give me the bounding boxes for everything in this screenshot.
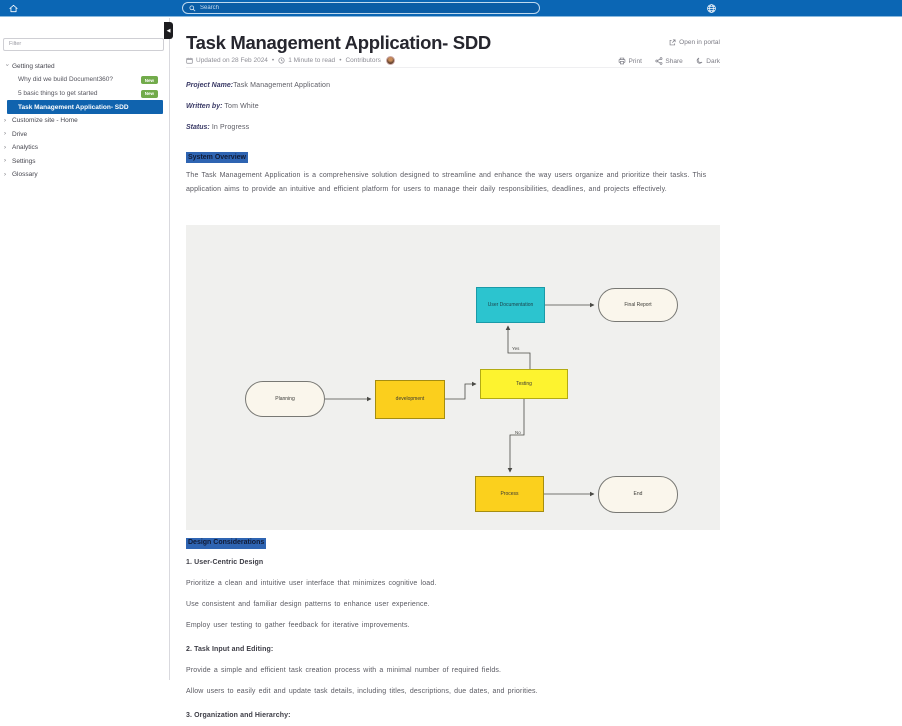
chevron-right-icon: ›	[4, 144, 6, 151]
paragraph: Use consistent and familiar design patterns to enhance user experience.	[186, 601, 430, 608]
article-actions	[618, 57, 720, 65]
print-icon	[618, 57, 626, 65]
sidebar-item-analytics[interactable]	[0, 141, 169, 155]
contributor-avatar[interactable]	[386, 56, 395, 65]
top-navigation-bar	[0, 0, 902, 17]
external-link-icon	[669, 39, 676, 46]
meta-separator: •	[271, 57, 275, 64]
sidebar-item-label: Settings	[12, 157, 36, 165]
share-button[interactable]	[655, 57, 683, 65]
system-overview-text: The Task Management Application is a comprehensive solution designed to streamline and enhance the way users organize and prioritize their tasks. This application aims to provide an intuitive and efficient platform for users to manage their daily responsibilities, deadlines, and projects effectively.	[186, 171, 707, 193]
sidebar-item-label: Drive	[12, 130, 28, 138]
subsection-heading-organization: 3. Organization and Hierarchy:	[186, 712, 291, 719]
sidebar-item-label: Glossary	[12, 171, 38, 179]
field-status	[186, 124, 720, 131]
sidebar-item-getting-started[interactable]	[0, 60, 169, 74]
edge-label-yes: Yes	[512, 345, 520, 351]
contributors-label: Contributors	[345, 57, 381, 64]
sidebar-item-label: Getting started	[12, 62, 55, 70]
chevron-right-icon: ›	[4, 117, 6, 124]
sidebar-item-task-management-sdd[interactable]	[7, 100, 163, 114]
dark-label: Dark	[706, 57, 720, 65]
field-label: Status:	[186, 124, 210, 131]
new-badge: New	[141, 90, 158, 98]
article-content	[186, 17, 720, 726]
paragraph: Prioritize a clean and intuitive user interface that minimizes cognitive load.	[186, 580, 437, 587]
home-icon[interactable]	[8, 3, 19, 14]
sidebar-item-label: Why did we build Document360?	[18, 76, 114, 84]
moon-icon	[696, 57, 704, 65]
print-button[interactable]	[618, 57, 642, 65]
chevron-right-icon: ›	[4, 158, 6, 165]
system-overview-heading: System Overview	[186, 152, 248, 163]
sidebar-collapse-toggle[interactable]: ◀	[164, 22, 173, 39]
share-label: Share	[665, 57, 683, 65]
sidebar-item-drive[interactable]	[0, 128, 169, 142]
sidebar-item-5-basic-things[interactable]	[0, 87, 169, 101]
flowchart-node-testing: Testing	[480, 369, 568, 399]
dark-mode-button[interactable]	[696, 57, 720, 65]
sidebar-item-label: 5 basic things to get started	[18, 89, 98, 97]
filter-input[interactable]	[3, 38, 164, 51]
sidebar-item-why-document360[interactable]	[0, 73, 169, 87]
clock-icon	[278, 57, 285, 64]
page-title: Task Management Application- SDD	[186, 32, 491, 53]
sidebar-item-settings[interactable]	[0, 155, 169, 169]
subsection-heading-task-input: 2. Task Input and Editing:	[186, 646, 274, 653]
field-label: Written by:	[186, 103, 223, 110]
paragraph: Provide a simple and efficient task creation process with a minimal number of required fields.	[186, 667, 502, 674]
design-considerations-heading: Design Considerations	[186, 538, 266, 549]
flowchart-node-end: End	[598, 476, 678, 513]
field-label: Project Name:	[186, 82, 234, 89]
field-value: Task Management Application	[233, 82, 331, 89]
chevron-down-icon: ›	[3, 64, 10, 67]
open-in-portal-button[interactable]	[669, 39, 720, 46]
globe-icon[interactable]	[706, 3, 717, 14]
search-input[interactable]	[200, 5, 533, 11]
article-meta	[186, 56, 395, 65]
flowchart-node-development: development	[375, 380, 445, 419]
search-bar[interactable]	[182, 2, 540, 14]
calendar-icon	[186, 57, 193, 64]
open-in-portal-label: Open in portal	[679, 39, 720, 46]
sidebar-item-glossary[interactable]	[0, 168, 169, 182]
flowchart-image	[186, 225, 720, 530]
sidebar-item-label: Task Management Application- SDD	[18, 103, 129, 111]
flowchart-node-final-report: Final Report	[598, 288, 678, 322]
chevron-right-icon: ›	[4, 171, 6, 178]
article-header	[186, 17, 720, 68]
field-written-by	[186, 103, 720, 110]
subsection-heading-user-centric: 1. User-Centric Design	[186, 559, 264, 566]
new-badge: New	[141, 76, 158, 84]
print-label: Print	[628, 57, 642, 65]
flowchart-node-planning: Planning	[245, 381, 325, 417]
paragraph: Allow users to easily edit and update task details, including titles, descriptions, due dates, and priorities.	[186, 688, 538, 695]
flowchart-node-user-documentation: User Documentation	[476, 287, 545, 323]
read-time: 1 Minute to read	[288, 57, 336, 64]
sidebar-item-customize-site[interactable]	[0, 114, 169, 128]
search-icon	[189, 5, 196, 12]
chevron-right-icon: ›	[4, 131, 6, 138]
paragraph: Employ user testing to gather feedback for iterative improvements.	[186, 622, 410, 629]
field-value: Tom White	[222, 103, 259, 110]
edge-label-no: No	[515, 429, 521, 435]
category-tree	[0, 60, 169, 182]
field-project-name	[186, 82, 720, 89]
meta-separator: •	[339, 57, 342, 64]
share-icon	[655, 57, 663, 65]
sidebar	[0, 18, 170, 680]
flowchart-node-process: Process	[475, 476, 544, 512]
sidebar-item-label: Analytics	[12, 144, 39, 152]
sidebar-item-label: Customize site - Home	[12, 117, 78, 125]
updated-date: Updated on 28 Feb 2024	[196, 57, 268, 64]
field-value: In Progress	[209, 124, 250, 131]
